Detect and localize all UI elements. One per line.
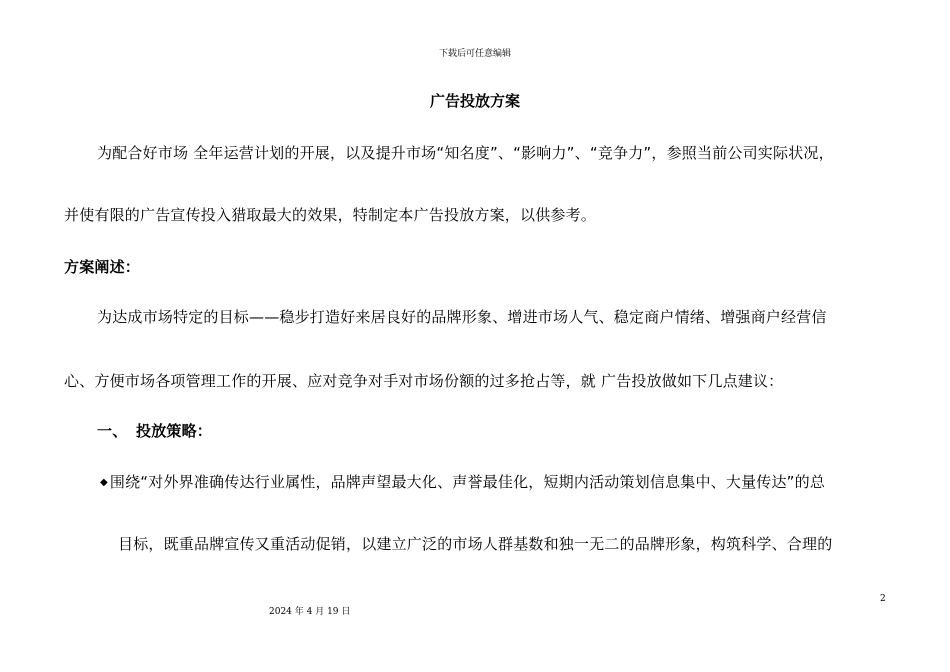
strategy-heading: 投放策略： <box>136 422 213 440</box>
strategy-text-1: 围绕“对外界准确传达行业属性，品牌声望最大化、声誉最佳化，短期内活动策划信息集中、大量传达”的总 <box>109 473 826 491</box>
document-title: 广告投放方案 <box>429 92 520 110</box>
footer-date: 2024 年 4 月 19 日 <box>269 607 351 617</box>
strategy-line-2: 目标，既重品牌宣传又重活动促销，以建立广泛的市场人群基数和独一无二的品牌形象，构筑科学、合理的 <box>118 535 833 553</box>
strategy-number: 一、 <box>97 422 128 440</box>
intro-line-2: 并使有限的广告宣传投入猎取最大的效果，特制定本广告投放方案，以供参考。 <box>64 206 597 224</box>
description-line-2: 心、方便市场各项管理工作的开展、应对竞争对手对市场份额的过多抢占等，就 广告投放做如下几点建议： <box>64 372 784 390</box>
strategy-line-1 <box>100 471 825 492</box>
description-line-1: 为达成市场特定的目标——稳步打造好来居良好的品牌形象、增进市场人气、稳定商户情绪、增强商户经营信 <box>97 308 827 326</box>
page-number: 2 <box>880 594 886 604</box>
header-note: 下载后可任意编辑 <box>438 49 511 59</box>
intro-line-1: 为配合好市场 全年运营计划的开展，以及提升市场“知名度”、“影响力”、“竞争力”，参照当前公司实际状况， <box>97 144 834 162</box>
section-heading: 方案阐述： <box>64 258 141 276</box>
bullet-icon: ◆ <box>100 477 108 488</box>
